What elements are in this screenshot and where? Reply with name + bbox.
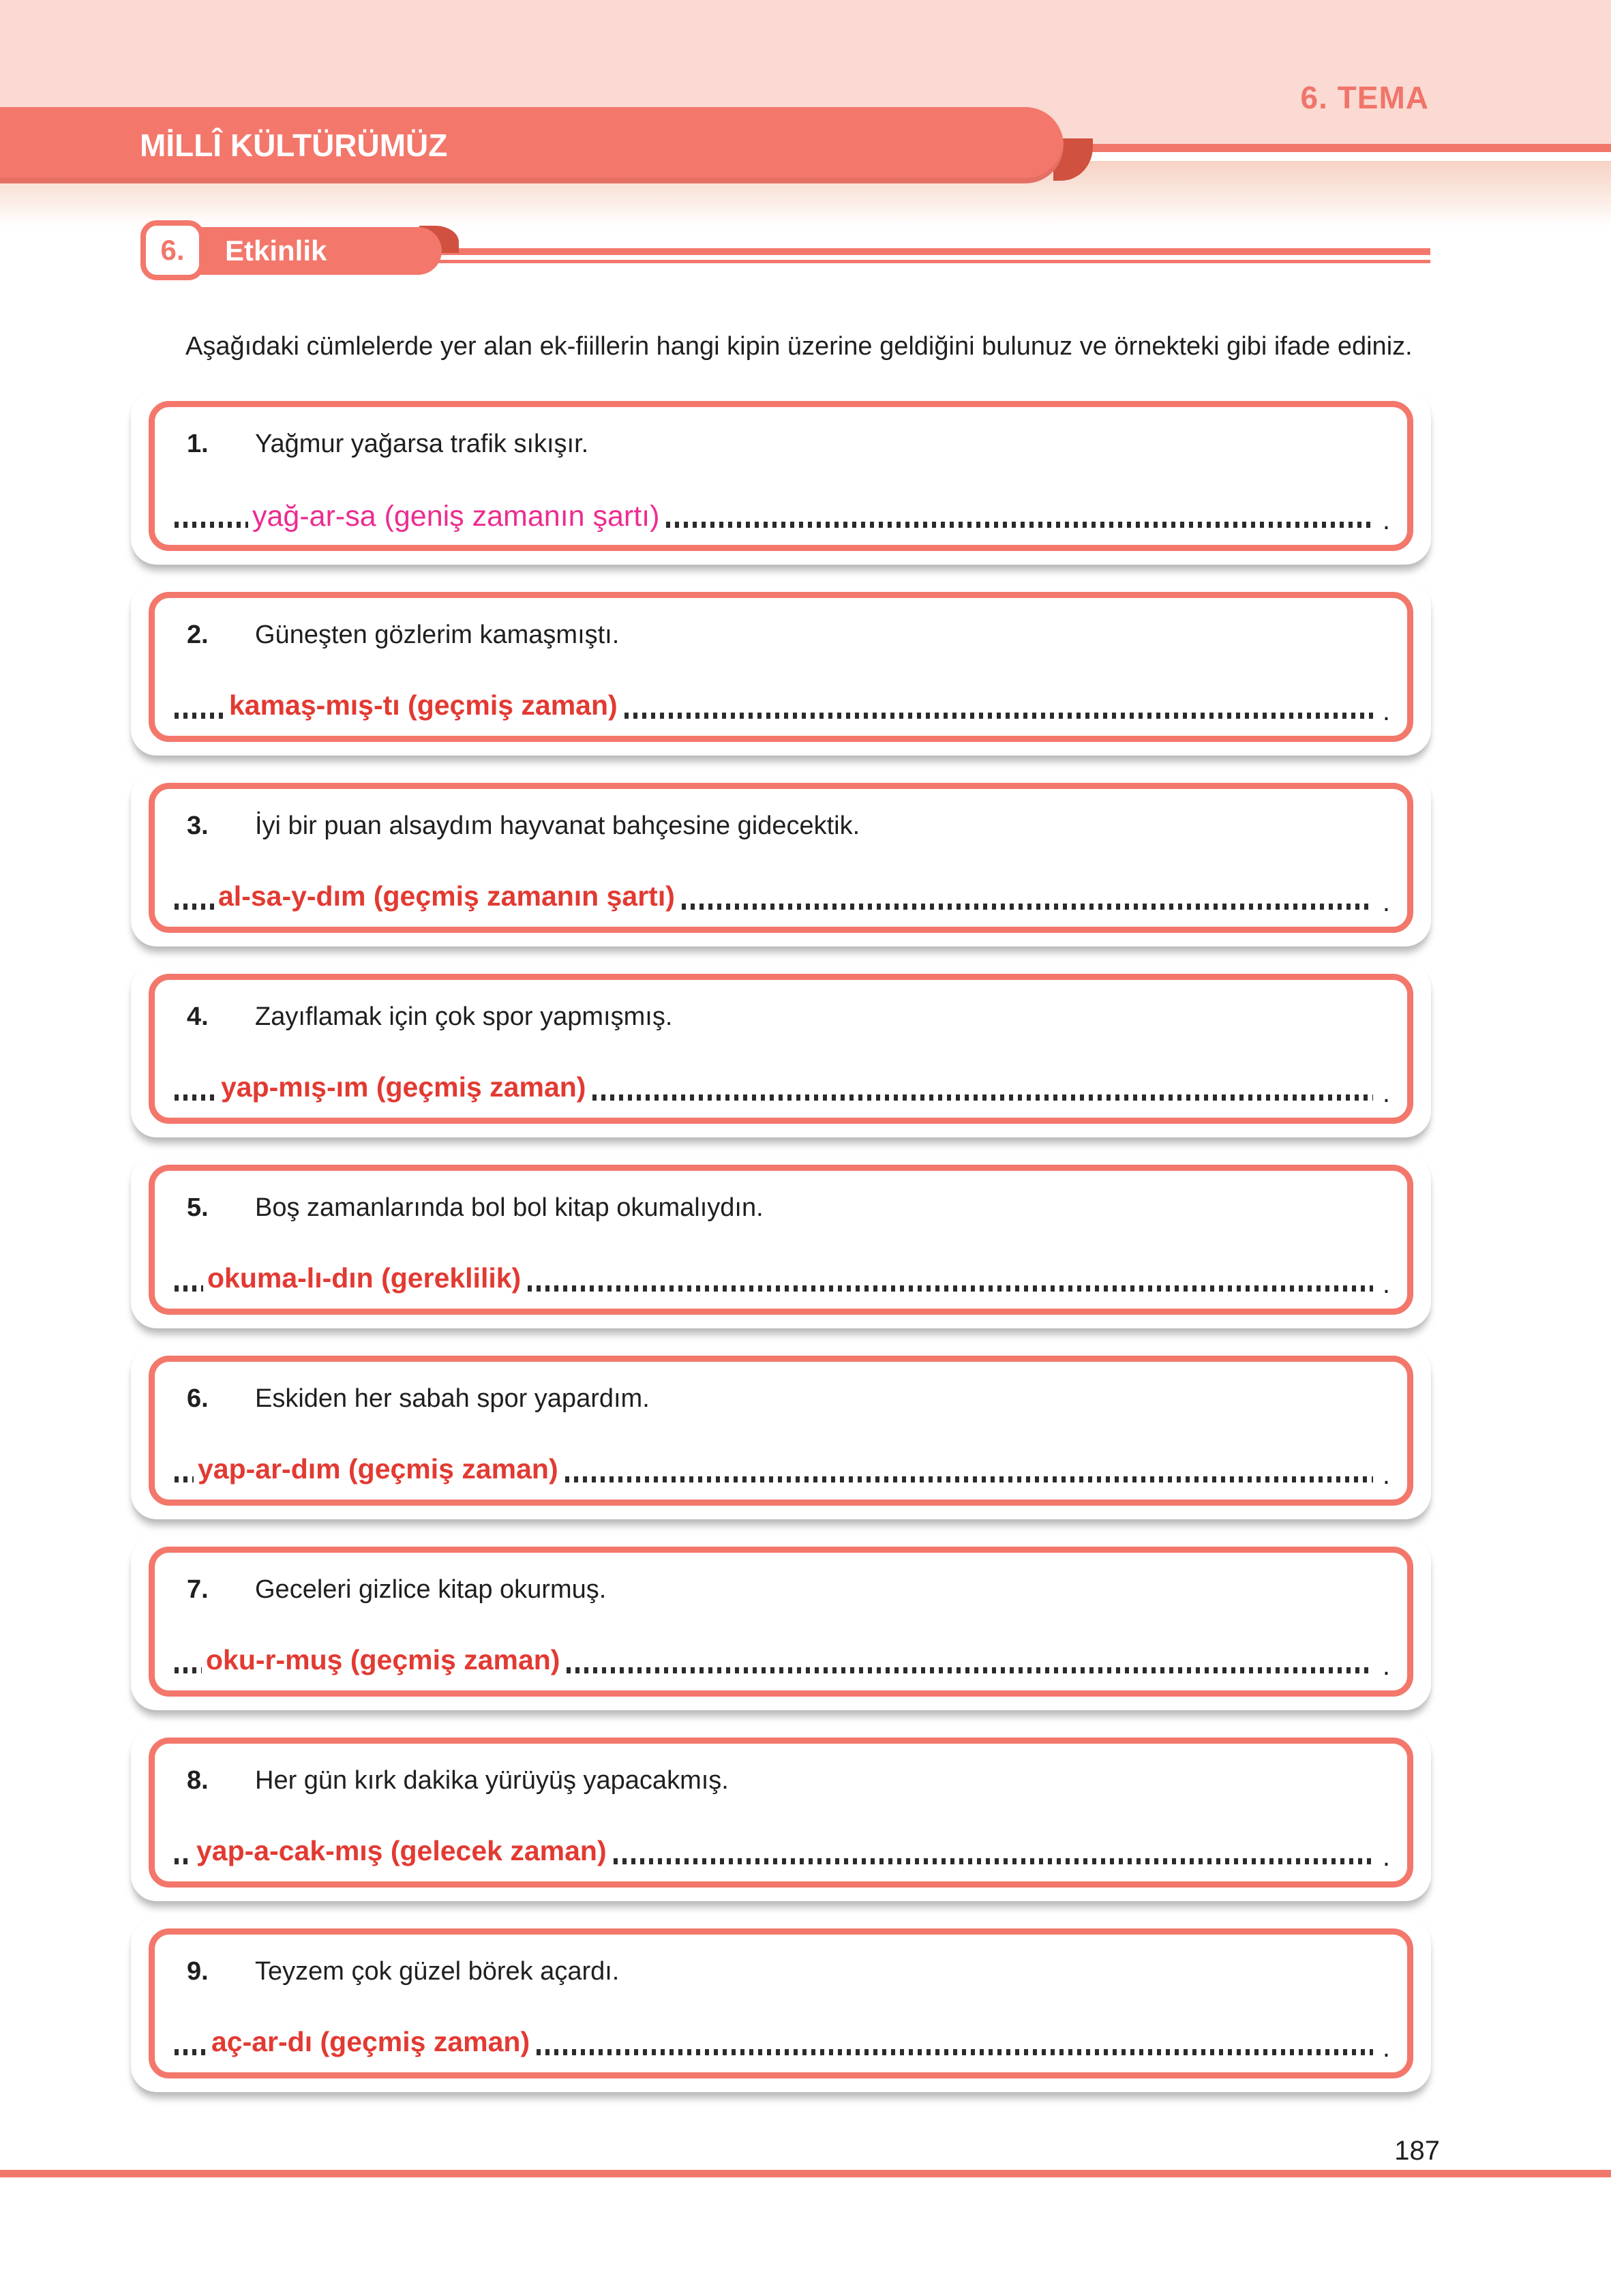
page-number: 187: [1394, 2136, 1440, 2166]
answer-line: [175, 689, 1390, 726]
activity-label: Etkinlik: [225, 235, 327, 267]
answer-line: [175, 1262, 1390, 1299]
dotted-leader-left: [175, 1094, 217, 1101]
activity-header-row: [0, 220, 1611, 295]
answer-line: [175, 1071, 1390, 1108]
dotted-leader-right: [592, 1094, 1372, 1101]
sentence-period: .: [1382, 696, 1390, 726]
item-sentence: Geceleri gizlice kitap okurmuş.: [255, 1575, 607, 1604]
chapter-title: MİLLÎ KÜLTÜRÜMÜZ: [140, 128, 448, 163]
sentence-period: .: [1382, 1078, 1390, 1108]
item-number: 9.: [187, 1957, 209, 1986]
theme-label: 6. TEMA: [1300, 80, 1429, 115]
item-sentence: Teyzem çok güzel börek açardı.: [255, 1957, 620, 1986]
item-number: 6.: [187, 1384, 209, 1413]
footer-rule-line: [0, 2170, 1611, 2177]
dotted-leader-left: [175, 1667, 202, 1673]
instruction-text: Aşağıdaki cümlelerde yer alan ek-fiillerin hangi kipin üzerine geldiğini bulunuz ve örnekteki gibi ifade ediniz.: [185, 332, 1413, 361]
dotted-leader-left: [175, 1858, 192, 1864]
dotted-leader-left: [175, 1476, 194, 1482]
answer-line: [175, 1643, 1390, 1681]
item-sentence: Zayıflamak için çok spor yapmışmış.: [255, 1002, 673, 1031]
item-number: 7.: [187, 1575, 209, 1604]
sentence-period: .: [1382, 505, 1390, 535]
activity-ribbon: [200, 227, 442, 275]
exercise-card-9: [131, 1918, 1431, 2092]
answer-text: al-sa-y-dım (geçmiş zamanın şartı): [218, 880, 675, 912]
answer-text: yap-a-cak-mış (gelecek zaman): [196, 1835, 607, 1866]
dotted-leader-left: [175, 904, 214, 910]
exercise-card-1: [131, 390, 1431, 565]
sentence-period: .: [1382, 887, 1390, 917]
answer-text: kamaş-mış-tı (geçmiş zaman): [229, 689, 618, 721]
exercise-card-5: [131, 1154, 1431, 1328]
sentence-period: .: [1382, 1460, 1390, 1490]
answer-text: oku-r-muş (geçmiş zaman): [206, 1644, 560, 1675]
dotted-leader-right: [565, 1476, 1373, 1482]
sentence-period: .: [1382, 1842, 1390, 1872]
answer-line: [175, 498, 1390, 535]
answer-line: [175, 2025, 1390, 2063]
exercise-list: [131, 390, 1431, 2108]
activity-number: 6.: [160, 234, 185, 266]
dotted-leader-right: [537, 2049, 1373, 2055]
item-number: 5.: [187, 1193, 209, 1222]
sentence-period: .: [1382, 1269, 1390, 1299]
activity-number-badge: [140, 220, 205, 280]
dotted-leader-left: [175, 1285, 203, 1292]
answer-line: [175, 880, 1390, 917]
sentence-period: .: [1382, 1651, 1390, 1681]
exercise-card-7: [131, 1536, 1431, 1710]
answer-line: [175, 1834, 1390, 1872]
item-number: 2.: [187, 621, 209, 649]
answer-text: yağ-ar-sa (geniş zamanın şartı): [252, 500, 660, 533]
item-sentence: Boş zamanlarında bol bol kitap okumalıydın.: [255, 1193, 764, 1222]
exercise-card-3: [131, 772, 1431, 946]
exercise-card-6: [131, 1345, 1431, 1519]
item-number: 4.: [187, 1002, 209, 1031]
item-sentence: Yağmur yağarsa trafik sıkışır.: [255, 430, 589, 458]
dotted-leader-left: [175, 713, 225, 719]
activity-rule-thin: [434, 260, 1430, 263]
item-sentence: Güneşten gözlerim kamaşmıştı.: [255, 621, 620, 649]
exercise-card-2: [131, 581, 1431, 756]
answer-text: yap-mış-ım (geçmiş zaman): [221, 1071, 586, 1103]
activity-rule-thick: [434, 248, 1430, 255]
answer-text: okuma-lı-dın (gereklilik): [207, 1262, 522, 1294]
sentence-period: .: [1382, 2033, 1390, 2063]
dotted-leader-right: [567, 1667, 1372, 1673]
item-sentence: İyi bir puan alsaydım hayvanat bahçesine gidecektik.: [255, 811, 860, 840]
dotted-leader-right: [614, 1858, 1373, 1864]
dotted-leader-right: [624, 713, 1373, 719]
answer-line: [175, 1452, 1390, 1490]
item-number: 3.: [187, 811, 209, 840]
exercise-card-8: [131, 1727, 1431, 1901]
dotted-leader-right: [682, 904, 1373, 910]
dotted-leader-left: [175, 2049, 207, 2055]
item-sentence: Her gün kırk dakika yürüyüş yapacakmış.: [255, 1766, 729, 1795]
item-sentence: Eskiden her sabah spor yapardım.: [255, 1384, 650, 1413]
dotted-leader-right: [666, 522, 1372, 528]
dotted-leader-left: [175, 522, 248, 528]
dotted-leader-right: [528, 1285, 1373, 1292]
chapter-banner: [0, 107, 1064, 183]
item-number: 8.: [187, 1766, 209, 1795]
item-number: 1.: [187, 430, 209, 458]
answer-text: yap-ar-dım (geçmiş zaman): [198, 1453, 558, 1485]
answer-text: aç-ar-dı (geçmiş zaman): [211, 2026, 530, 2057]
exercise-card-4: [131, 963, 1431, 1137]
